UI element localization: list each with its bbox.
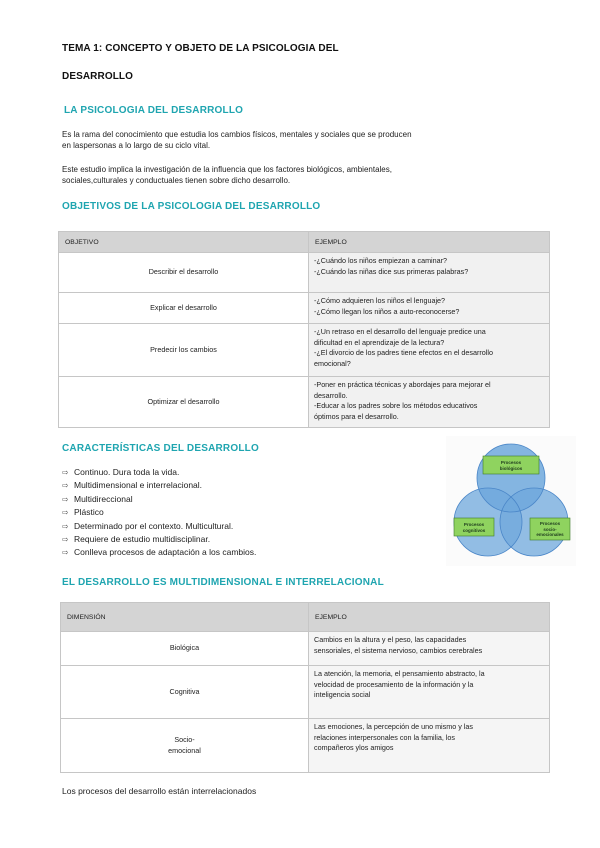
venn-diagram <box>446 436 576 566</box>
ejemplo-line: velocidad de procesamiento de la información y la <box>314 679 474 689</box>
page-title: TEMA 1: CONCEPTO Y OBJETO DE LA PSICOLOGIA DEL <box>62 43 339 54</box>
list-item-text: Multidimensional e interrelacional. <box>74 480 203 491</box>
dimension-text: Cognitiva <box>169 686 200 696</box>
ejemplo-line: -¿El divorcio de los padres tiene efectos en el desarrollo <box>314 348 493 357</box>
ejemplo-cell <box>309 666 550 719</box>
section-heading-objetivos: OBJETIVOS DE LA PSICOLOGIA DEL DESARROLLO <box>62 201 321 212</box>
venn-label-line: biológicos <box>499 465 523 471</box>
dimensiones-table <box>60 602 550 773</box>
ejemplo-line: óptimos para el desarrollo. <box>314 411 399 421</box>
objetivo-text: Explicar el desarrollo <box>150 302 217 312</box>
list-item <box>62 520 256 533</box>
ejemplo-line: -¿Cómo adquieren los niños el lenguaje? <box>314 296 446 305</box>
objetivo-cell <box>59 377 309 428</box>
venn-label-line: emocionales <box>536 532 564 537</box>
para-line: Es la rama del conocimiento que estudia los cambios físicos, mentales y sociales que se producen <box>62 130 412 139</box>
ejemplo-line: -¿Cuándo las niñas dice sus primeras palabras? <box>314 266 469 276</box>
col-header-dimension: DIMENSIÓN <box>61 603 309 632</box>
definition-paragraph <box>62 129 538 151</box>
dimension-cell <box>61 666 309 719</box>
arrow-right-outline-icon: ⇨ <box>62 508 69 518</box>
list-item-text: Requiere de estudio multidisciplinar. <box>74 534 211 545</box>
list-item <box>62 493 256 506</box>
objetivo-text: Predecir los cambios <box>150 344 217 354</box>
dimension-text: emocional <box>168 745 201 755</box>
list-item-text: Conlleva procesos de adaptación a los cambios. <box>74 547 257 558</box>
list-item-text: Multidireccional <box>74 493 133 504</box>
venn-label-line: socio- <box>543 526 557 532</box>
list-item-text: Continuo. Dura toda la vida. <box>74 467 180 477</box>
list-item <box>62 479 256 492</box>
ejemplo-line: compañeros ylos amigos <box>314 743 394 752</box>
col-header-objetivo: OBJETIVO <box>59 232 309 253</box>
venn-label-line: Procesos <box>463 522 485 527</box>
ejemplo-line: La atención, la memoria, el pensamiento abstracto, la <box>314 669 485 678</box>
dimension-text: Socio- <box>174 735 195 744</box>
list-item <box>62 546 256 559</box>
section-heading-multidimensional: EL DESARROLLO ES MULTIDIMENSIONAL E INTERRELACIONAL <box>62 577 384 588</box>
objetivo-text: Describir el desarrollo <box>148 267 219 277</box>
list-item-text: Determinado por el contexto. Multicultural. <box>74 520 234 531</box>
ejemplo-cell <box>309 632 550 666</box>
ejemplo-cell <box>309 377 550 428</box>
ejemplo-line: -¿Cuándo los niños empiezan a caminar? <box>314 256 448 265</box>
ejemplo-cell <box>309 253 550 293</box>
arrow-right-outline-icon: ⇨ <box>62 481 69 491</box>
col-header-ejemplo: EJEMPLO <box>309 232 550 253</box>
para-line: sociales,culturales y conductuales tienen sobre dicho desarrollo. <box>62 176 291 185</box>
venn-label-line: Procesos <box>500 460 522 465</box>
list-item-text: Plástico <box>74 507 104 518</box>
venn-label-line: Procesos <box>539 521 561 526</box>
ejemplo-line: dificultad en el aprendizaje de la lectura? <box>314 337 445 347</box>
section-heading-psicologia: LA PSICOLOGIA DEL DESARROLLO <box>64 105 244 116</box>
ejemplo-line: -¿Un retraso en el desarrollo del lenguaje predice una <box>314 327 486 336</box>
ejemplo-line: sensoriales, el sistema nervioso, cambios cerebrales <box>314 645 483 655</box>
col-header-ejemplo: EJEMPLO <box>309 603 550 632</box>
ejemplo-line: relaciones interpersonales con la familia, los <box>314 732 456 742</box>
study-paragraph <box>62 164 538 186</box>
caracteristicas-list <box>62 466 256 560</box>
ejemplo-line: -Educar a los padres sobre los métodos educativos <box>314 401 478 410</box>
objetivo-text: Optimizar el desarrollo <box>147 396 220 406</box>
dimension-cell <box>61 632 309 666</box>
venn-svg <box>446 436 576 566</box>
venn-label-cognitivos <box>454 522 494 533</box>
objetivos-table <box>58 231 550 428</box>
list-item <box>62 533 256 546</box>
para-line: Este estudio implica la investigación de la influencia que los factores biológicos, ambientales, <box>62 165 392 174</box>
venn-label-socioemocionales <box>530 521 570 538</box>
objetivo-cell <box>59 293 309 324</box>
ejemplo-line: -Poner en práctica técnicas y abordajes para mejorar el <box>314 380 491 389</box>
arrow-right-outline-icon: ⇨ <box>62 548 69 558</box>
venn-label-line: cognitivos <box>462 527 486 533</box>
arrow-right-outline-icon: ⇨ <box>62 494 69 504</box>
ejemplo-cell <box>309 324 550 377</box>
objetivo-cell <box>59 253 309 293</box>
arrow-right-outline-icon: ⇨ <box>62 468 69 477</box>
ejemplo-line: inteligencia social <box>314 690 371 699</box>
arrow-right-outline-icon: ⇨ <box>62 535 69 545</box>
ejemplo-line: -¿Cómo llegan los niños a auto-reconocerse? <box>314 306 460 316</box>
dimension-text: Biológica <box>169 643 200 653</box>
page-title-line2: DESARROLLO <box>62 71 133 82</box>
objetivo-cell <box>59 324 309 377</box>
ejemplo-line: emocional? <box>314 358 351 368</box>
ejemplo-line: desarrollo. <box>314 390 348 400</box>
list-item <box>62 506 256 519</box>
list-item <box>62 466 256 479</box>
venn-label-biologicos <box>483 460 539 471</box>
footer-note: Los procesos del desarrollo están interrelacionados <box>62 786 257 796</box>
ejemplo-line: Cambios en la altura y el peso, las capacidades <box>314 635 467 644</box>
dimension-cell <box>61 719 309 773</box>
arrow-right-outline-icon: ⇨ <box>62 521 69 531</box>
ejemplo-cell <box>309 293 550 324</box>
section-heading-caracteristicas: CARACTERÍSTICAS DEL DESARROLLO <box>62 443 259 454</box>
ejemplo-line: Las emociones, la percepción de uno mismo y las <box>314 722 474 731</box>
ejemplo-cell <box>309 719 550 773</box>
para-line: en laspersonas a lo largo de su ciclo vital. <box>62 141 211 150</box>
